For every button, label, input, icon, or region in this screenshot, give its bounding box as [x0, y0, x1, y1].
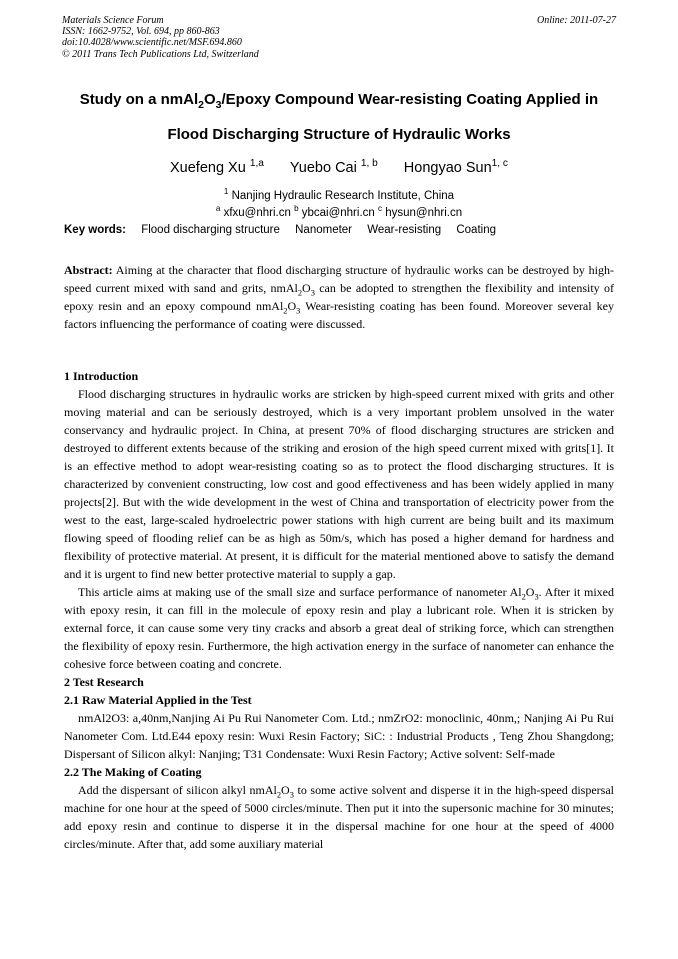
author: Xuefeng Xu $^{1,a}$ — [169, 158, 264, 176]
main-text — [64, 367, 614, 853]
keyword: Coating — [456, 224, 496, 236]
affiliation: $^1$ Nanjing Hydraulic Research Institute, China — [223, 187, 455, 202]
paragraph: Add the dispersant of silicon alkyl $nmAl_2O_3$ to some active solvent and disperse it in the high-speed dispersal machine for one hour at the speed of 5000 circles/minute. Then put it into the supersonic machine for 30 minutes; add epoxy resin and continue to disperse it in the dispersal machine for one hour at the speed of 4000 circles/minute. After that, add some auxiliary material — [64, 783, 615, 851]
email-link[interactable]: hysun@nhri.cn — [385, 207, 463, 219]
author: Hongyao Sun$^{1, c}$ — [403, 158, 508, 176]
keyword: Nanometer — [295, 224, 353, 236]
email-link[interactable]: xfxu@nhri.cn — [223, 207, 291, 219]
author-emails: $^a$ xfxu@nhri.cn $^b$ ybcai@nhri.cn $^c$ hysun@nhri.cn — [215, 204, 463, 219]
abstract-text: Abstract: Aiming at the character that flood discharging structure of hydraulic works can be destroyed by high-speed current mixed with sand and grits, $nmAl_2O_3$ can be adopted to strengthen the flexibility and intensity of epoxy resin and an epoxy compound $nmAl_2O_3$ Wear-resisting coating has been found. Moreover several key factors influencing the performance of coating were discussed. — [64, 263, 614, 331]
issn-line: ISSN: 1662-9752, Vol. 694, pp 860-863 — [62, 26, 220, 38]
section-heading: 1 Introduction — [64, 369, 139, 383]
author: Yuebo Cai $^{1, b}$ — [289, 158, 378, 176]
journal-header — [62, 15, 259, 60]
paper-title-line-1: Study on a $nmAl_2O_3$/Epoxy Compound Wear-resisting Coating Applied in — [79, 91, 599, 111]
online-date: Online: 2011-07-27 — [537, 15, 616, 26]
abstract — [64, 261, 614, 333]
keyword: Flood discharging structure — [141, 224, 280, 236]
section-heading: 2 Test Research — [64, 675, 144, 689]
email-link[interactable]: ybcai@nhri.cn — [301, 207, 375, 219]
paragraph: This article aims at making use of the small size and surface performance of nanometer $Al_2O_3$. After it mixed with epoxy resin, it can fill in the molecule of epoxy resin and play a lubricant role. When it is stricken by external force, it can cause some very tiny cracks and absorb a great deal of striking force, which can strengthen the flexibility of epoxy resin. Furthermore, the high activation energy in the surface of nanometer can enhance the cohesive force between coating and concrete. — [64, 585, 614, 671]
paragraph: nmAl2O3: a,40nm,Nanjing Ai Pu Rui Nanometer Com. Ltd.; nmZrO2: monoclinic, 40nm,; Nanjing Ai Pu Rui Nanometer Com. Ltd.E44 epoxy resin: Wuxi Resin Factory; SiC: : Industrial Products , Teng Zhou Shangdong; Dispersant of Silicon alkyl: Nanjing; T31 Condensate: Wuxi Resin Factory; Active solvent: Self-made — [64, 711, 614, 761]
journal-name: Materials Science Forum — [62, 15, 164, 26]
copyright-line: © 2011 Trans Tech Publications Ltd, Switzerland — [62, 48, 259, 60]
author-list — [0, 160, 678, 176]
paragraph: Flood discharging structures in hydraulic works are stricken by high-speed current mixed with grits and other moving material and can be seriously destroyed, which is a very important problem unsolved in the water conservancy and hydraulic project. In China, at present 70% of flood discharging structures are stricken and destroyed to different extents because of the striking and erosion of the high speed current mixed with grits[1]. It is an effective method to adopt wear-resisting coating so as to protect the flood discharging structures. It is characterized by convenient constructing, low cost and good effectiveness and has been widely applied in many projects[2]. But with the wide development in the west of China and transportation of electricity power from the west to the east, large-scaled hydroelectric power stations with high current are being built and its maximum flowing speed of flooding relief can be as high as 50m/s, which has posed a higher demand for hardness and flexibility of protective material. At present, it is difficult for the material mentioned above to satisfy the demand and it is urgent to find new better protective material to supply a gap. — [64, 387, 614, 581]
subsection-heading: 2.2 The Making of Coating — [64, 765, 202, 779]
abstract-label: Abstract: — [64, 263, 113, 277]
keyword: Wear-resisting — [367, 224, 442, 236]
subsection-heading: 2.1 Raw Material Applied in the Test — [64, 693, 252, 707]
paper-title-line-2: Flood Discharging Structure of Hydraulic Works — [167, 126, 511, 143]
keywords-label: Key words: — [64, 224, 126, 236]
keywords — [64, 224, 508, 236]
doi-line: doi:10.4028/www.scientific.net/MSF.694.860 — [62, 37, 242, 49]
